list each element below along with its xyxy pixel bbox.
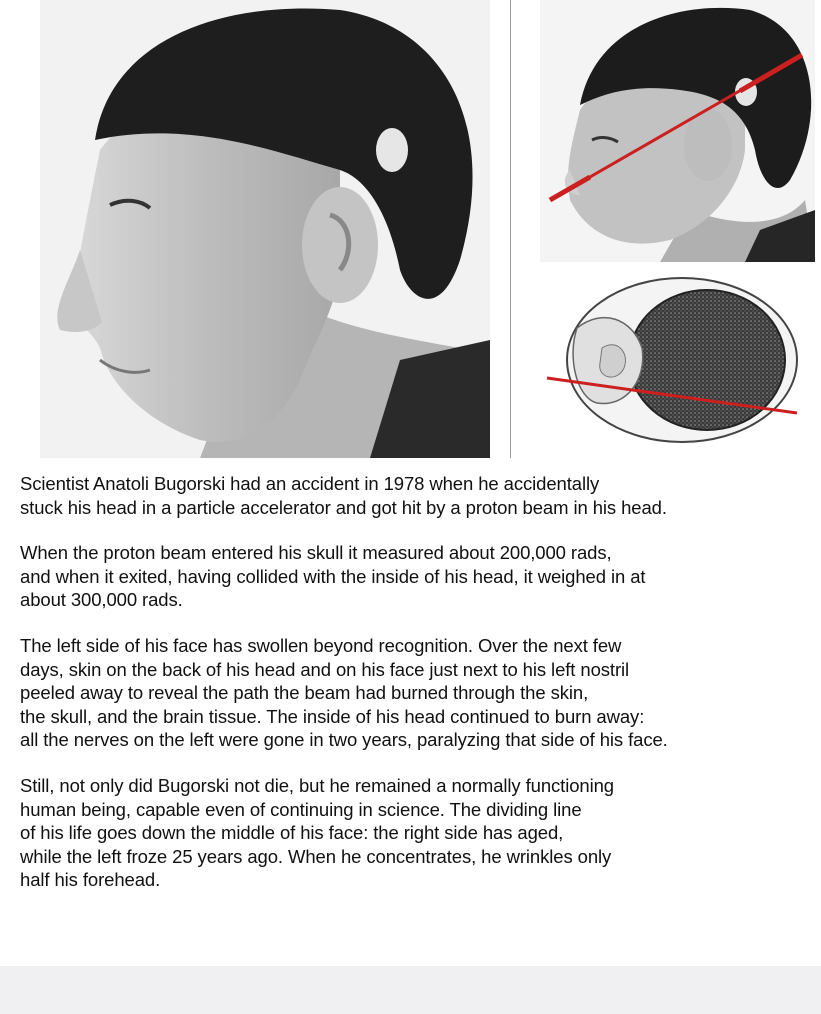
story-text [20, 472, 815, 914]
paragraph [20, 472, 815, 519]
paragraph [20, 774, 815, 892]
text-line: Still, not only did Bugorski not die, but he remained a normally functioning [20, 774, 614, 796]
text-line: while the left froze 25 years ago. When he concentrates, he wrinkles only [20, 845, 612, 867]
text-line: When the proton beam entered his skull it measured about 200,000 rads, [20, 542, 612, 564]
text-line: stuck his head in a particle accelerator and got hit by a proton beam in his head. [20, 496, 667, 518]
text-line: of his life goes down the middle of his face: the right side has aged, [20, 822, 564, 844]
text-line: peeled away to reveal the path the beam had burned through the skin, [20, 682, 589, 704]
text-line: and when it exited, having collided with the inside of his head, it weighed in at [20, 565, 646, 587]
text-line: human being, capable even of continuing in science. The dividing line [20, 798, 582, 820]
profile-photo-beam-path [540, 0, 815, 262]
text-line: all the nerves on the left were gone in two years, paralyzing that side of his face. [20, 729, 668, 751]
head-cross-section-scan [542, 268, 802, 453]
image-divider [510, 0, 511, 458]
text-line: half his forehead. [20, 869, 161, 891]
text-line: Scientist Anatoli Bugorski had an accident in 1978 when he accidentally [20, 473, 600, 494]
paragraph [20, 634, 815, 752]
paragraph [20, 541, 815, 612]
text-line: the skull, and the brain tissue. The inside of his head continued to burn away: [20, 705, 645, 727]
text-line: The left side of his face has swollen beyond recognition. Over the next few [20, 634, 622, 656]
profile-photo-large [40, 0, 490, 458]
text-line: days, skin on the back of his head and on his face just next to his left nostril [20, 658, 630, 680]
text-line: about 300,000 rads. [20, 589, 183, 611]
